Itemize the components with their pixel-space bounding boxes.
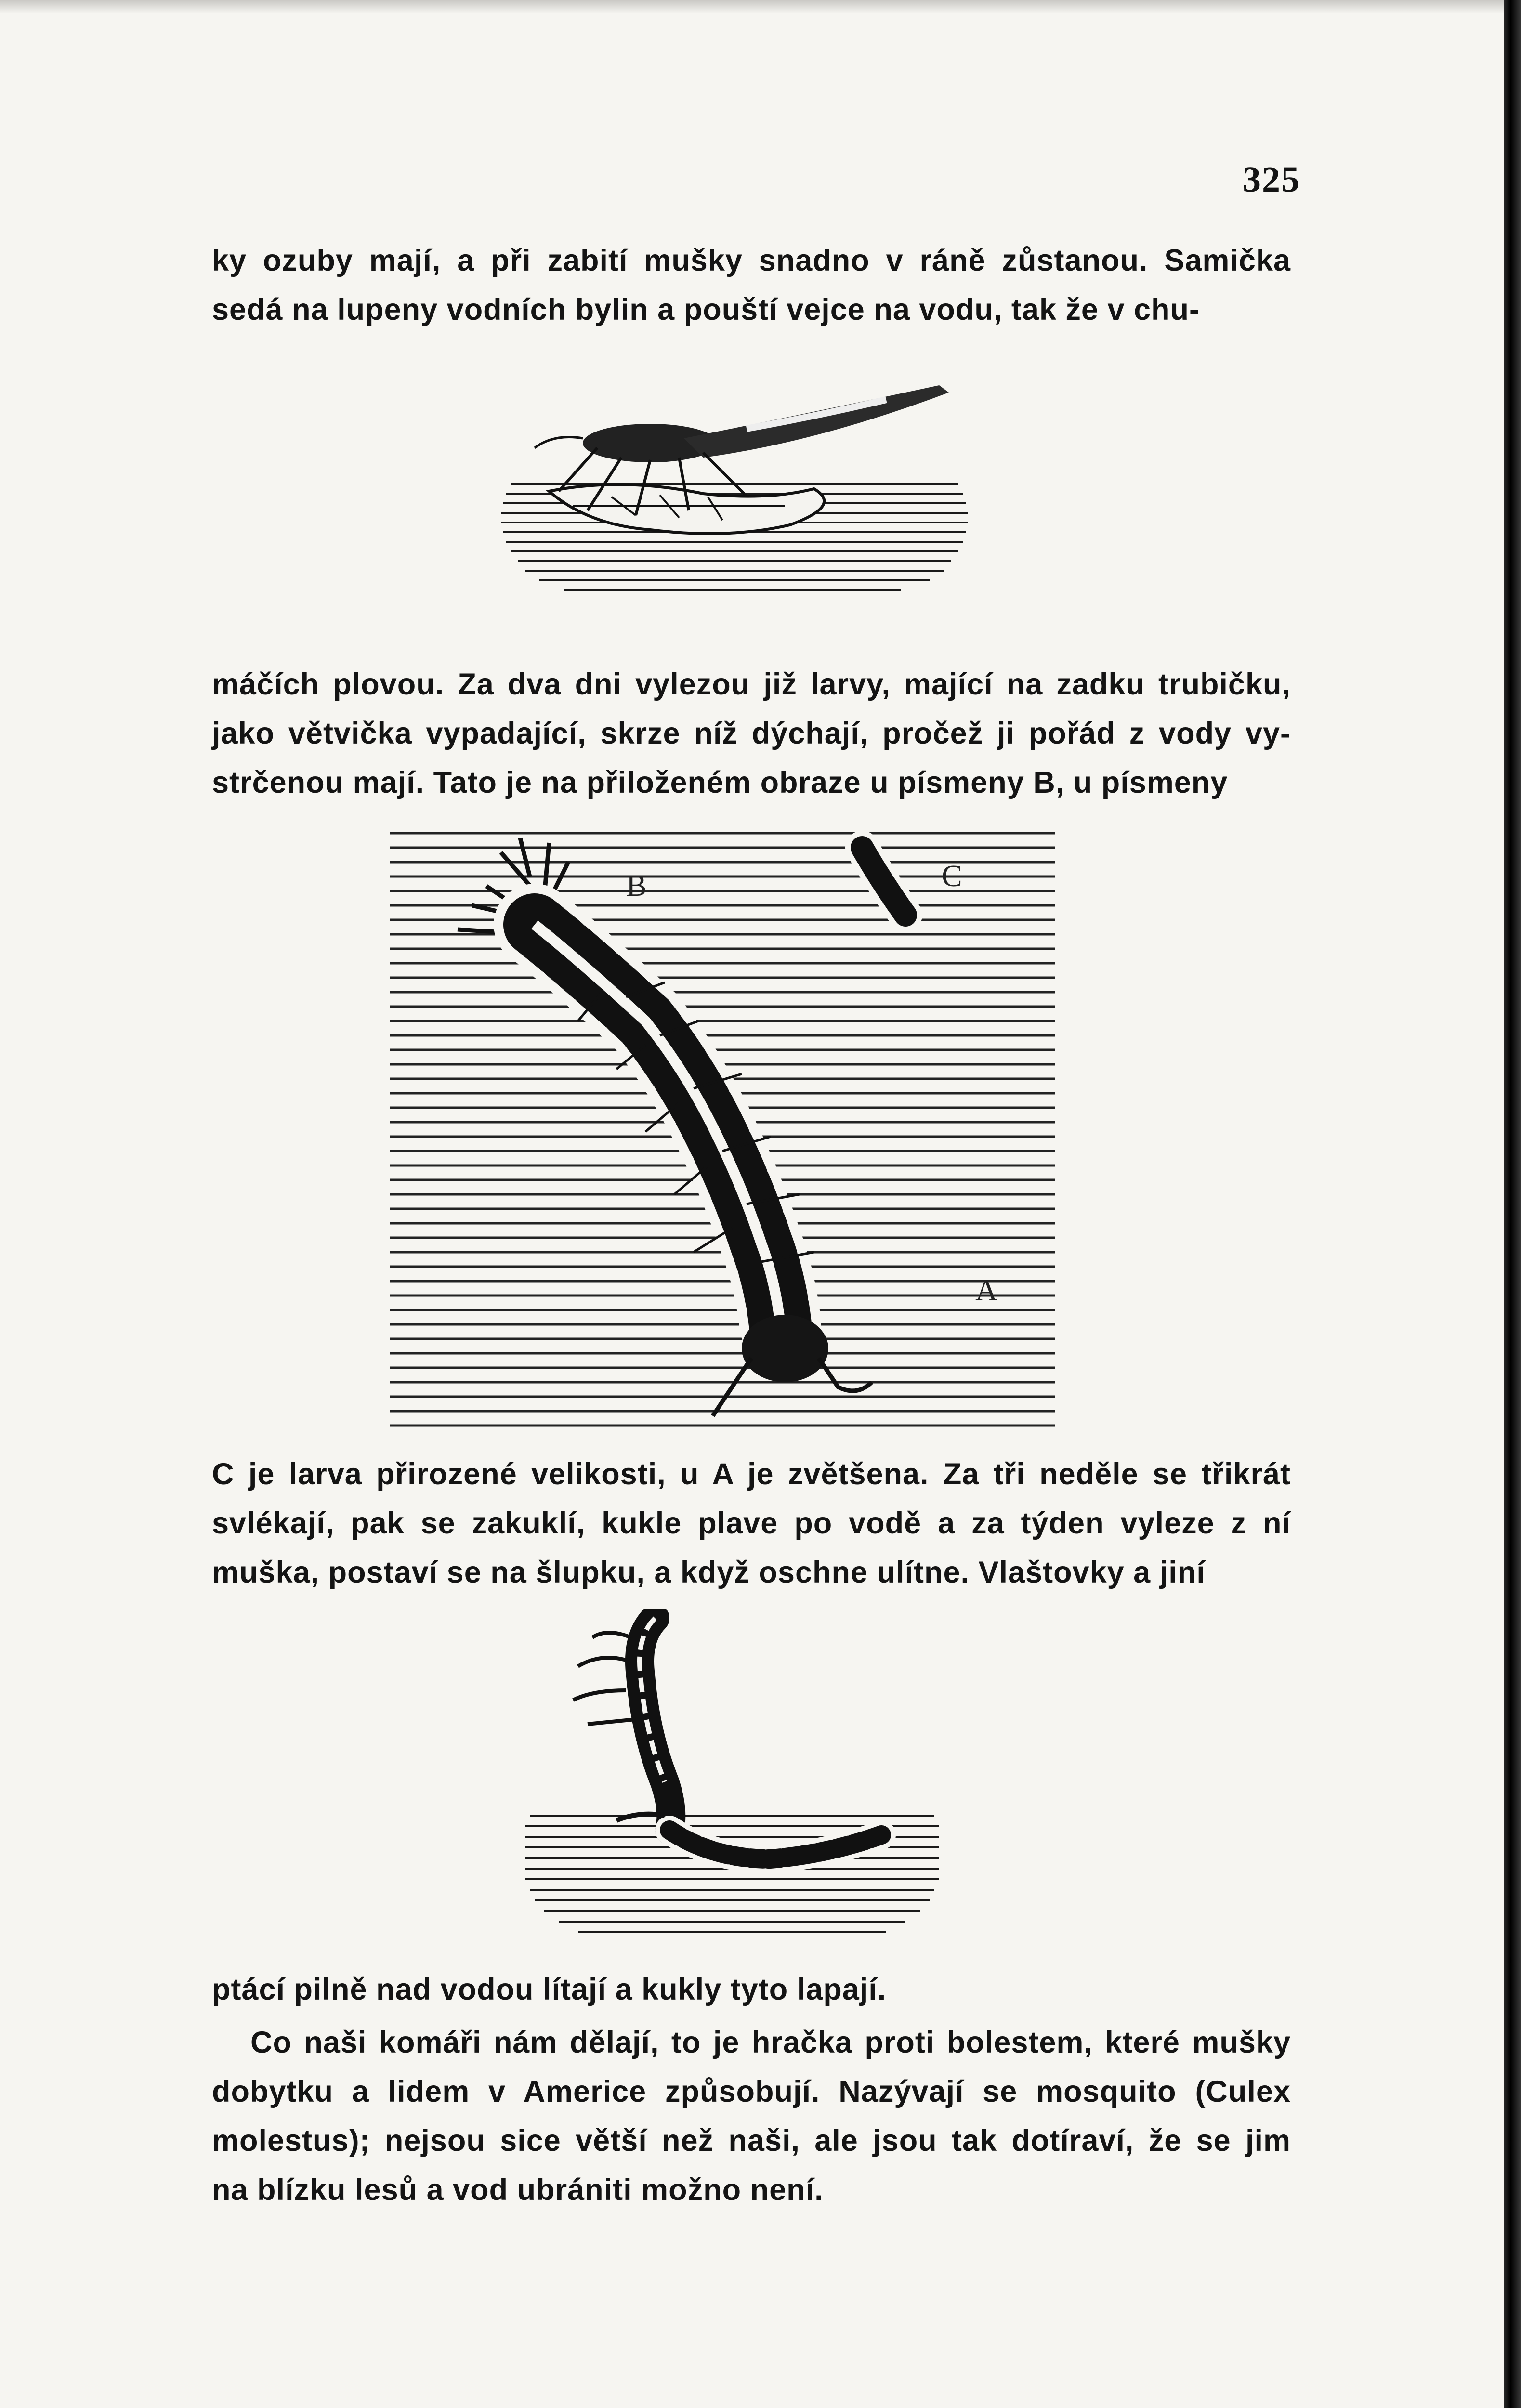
- text-line: molestus); nejsou sice větší než naši, ale jsou tak dotíraví, že se jim: [212, 2124, 1291, 2158]
- paragraph-3: [212, 1450, 1291, 1597]
- text-line: ky ozuby mají, a při zabití mušky snadno v ráně zůstanou. Samička: [212, 244, 1291, 277]
- text-line: ptácí pilně nad vodou lítají a kukly tyto lapají.: [212, 1973, 887, 2006]
- larva-engraving: [376, 819, 1069, 1440]
- text-line: máčích plovou. Za dva dni vylezou již larvy, mající na zadku trubičku,: [212, 667, 1291, 701]
- pupa-engraving: [520, 1609, 944, 1955]
- paragraph-1: [212, 236, 1291, 334]
- label-a: A: [975, 1273, 998, 1307]
- text-line: muška, postaví se na šlupku, a když oschne ulítne. Vlaštovky a jiní: [212, 1556, 1206, 1589]
- page-top-shadow: [0, 0, 1521, 13]
- paragraph-4: [212, 1965, 1291, 2014]
- page-number: 325: [1243, 159, 1300, 200]
- text-line: svlékají, pak se zakuklí, kukle plave po vodě a za týden vyleze z ní: [212, 1506, 1291, 1540]
- text-line: strčenou mají. Tato je na přiloženém obraze u písmeny B, u písmeny: [212, 766, 1228, 799]
- figure-larva: [376, 819, 1069, 1440]
- egg-laying-engraving: [477, 371, 1016, 612]
- text-line: na blízku lesů a vod ubrániti možno není.: [212, 2173, 824, 2207]
- page-binding-edge: [1504, 0, 1521, 2408]
- text-line: jako větvička vypadající, skrze níž dýchají, pročež ji pořád z vody vy-: [212, 717, 1291, 750]
- paragraph-5: [212, 2018, 1291, 2214]
- text-line: Co naši komáři nám dělají, to je hračka proti bolestem, které mušky: [250, 2026, 1291, 2059]
- text-line: sedá na lupeny vodních bylin a pouští vejce na vodu, tak že v chu-: [212, 293, 1200, 327]
- text-line: C je larva přirozené velikosti, u A je zvětšena. Za tři neděle se třikrát: [212, 1457, 1291, 1491]
- figure-egg-laying: [477, 371, 1016, 612]
- label-c: C: [942, 859, 962, 893]
- figure-pupa: [520, 1609, 944, 1955]
- label-b: B: [626, 868, 647, 903]
- paragraph-2: [212, 660, 1291, 807]
- text-line: dobytku a lidem v Americe způsobují. Nazývají se mosquito (Culex: [212, 2075, 1291, 2108]
